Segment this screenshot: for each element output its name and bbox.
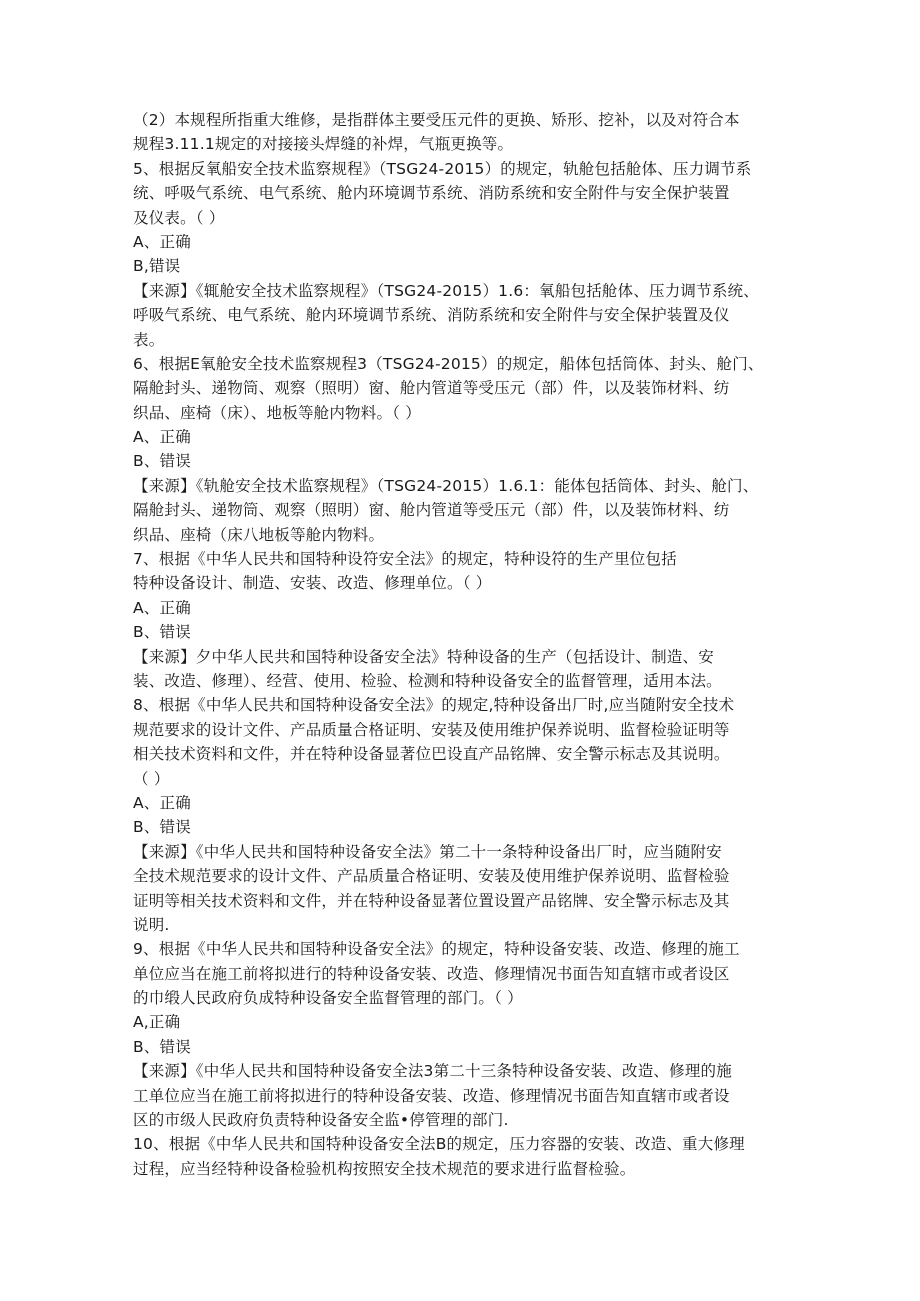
document-body	[133, 108, 798, 1181]
text-line: 相关技术资料和文件，并在特种设备显著位巴设直产品铭牌、安全警示标志及其说明。	[133, 745, 730, 764]
text-line: 织品、座椅（床八地板等舱内物料。	[133, 525, 385, 544]
text-line: 规范要求的设计文件、产品质量合格证明、安装及使用维护保养说明、监督检验证明等	[133, 720, 730, 739]
option-a: A、正确	[133, 428, 191, 447]
text-line: 装、改造、修理）、经营、使用、检验、检测和特种设备安全的监督管理，适用本法。	[133, 671, 722, 690]
text-line: 区的市级人民政府负责特种设备安全监•停管理的部门.	[133, 1111, 509, 1130]
text-line: 表。	[133, 330, 165, 349]
source-line: 【来源】《中华人民共和国特种设备安全法3第二十三条特种设备安装、改造、修理的施	[133, 1062, 732, 1081]
question-8-line: 8、根据《中华人民共和国特种设备安全法》的规定,特种设备出厂时,应当随附安全技术	[133, 696, 735, 715]
text-line: 呼吸气系统、电气系统、舱内环境调节系统、消防系统和安全附件与安全保护装置及仪	[133, 306, 730, 325]
source-line: 【来源】《轨舱安全技术监察规程》（TSG24-2015）1.6.1：能体包括筒体、封头、舱门、	[133, 476, 759, 495]
option-a: A、正确	[133, 598, 191, 617]
option-b: B、错误	[133, 1037, 191, 1056]
option-b: B,错误	[133, 257, 181, 276]
text-line: 过程，应当经特种设备检验机构按照安全技术规范的要求进行监督检验。	[133, 1159, 636, 1178]
option-b: B、错误	[133, 623, 191, 642]
question-7-line: 7、根据《中华人民共和国特种设符安全法》的规定，特种设符的生产里位包括	[133, 550, 677, 569]
question-9-line: 9、根据《中华人民共和国特种设备安全法》的规定，特种设备安装、改造、修理的施工	[133, 940, 740, 959]
text-line: 的巾缎人民政府负成特种设备安全监督管理的部门。（ ）	[133, 989, 523, 1008]
text-line: 规程3.11.1规定的对接接头焊缝的补焊，气瓶更换等。	[133, 135, 514, 154]
text-line: 特种设备设计、制造、安装、改造、修理单位。（ ）	[133, 574, 492, 593]
text-line: 证明等相关技术资料和文件，并在特种设备显著位置设置产品铭牌、安全警示标志及其	[133, 891, 730, 910]
text-line: 织品、座椅（床）、地板等舱内物料。（ ）	[133, 403, 421, 422]
text-line: 隔舱封头、递物筒、观察（照明）窗、舱内管道等受压元（部）件，以及装饰材料、纺	[133, 501, 730, 520]
source-line: 【来源】《辄舱安全技术监察规程》（TSG24-2015）1.6：氧船包括舱体、压力调节系统、	[133, 281, 759, 300]
text-line: 全技术规范要求的设计文件、产品质量合格证明、安装及使用维护保养说明、监督检验	[133, 867, 730, 886]
text-line: 统、呼吸气系统、电气系统、舱内环境调节系统、消防系统和安全附件与安全保护装置	[133, 184, 730, 203]
text-line: （ ）	[133, 769, 170, 788]
text-line: 隔舱封头、递物筒、观察（照明）窗、舱内管道等受压元（部）件，以及装饰材料、纺	[133, 379, 730, 398]
source-line: 【来源】《中华人民共和国特种设备安全法》第二十一条特种设备出厂时，应当随附安	[133, 842, 722, 861]
option-b: B、错误	[133, 818, 191, 837]
option-a: A,正确	[133, 1013, 181, 1032]
text-line: 单位应当在施工前将拟进行的特种设备安装、改造、修理情况书面告知直辖市或者设区	[133, 964, 730, 983]
option-a: A、正确	[133, 232, 191, 251]
text-line: 工单位应当在施工前将拟进行的特种设备安装、改造、修理情况书面告知直辖市或者设	[133, 1086, 730, 1105]
question-6-line: 6、根据E氧舱安全技术监察规程3（TSG24-2015）的规定，船体包括筒体、封头、舱门、	[133, 354, 764, 373]
option-b: B、错误	[133, 452, 191, 471]
text-line: 说明.	[133, 915, 170, 934]
text-line: 及仪表。（ ）	[133, 208, 225, 227]
question-5-line: 5、根据反氧船安全技术监察规程》（TSG24-2015）的规定，轨舱包括舱体、压力调节系	[133, 159, 752, 178]
question-10-line: 10、根据《中华人民共和国特种设备安全法B的规定，压力容器的安装、改造、重大修理	[133, 1135, 745, 1154]
option-a: A、正确	[133, 793, 191, 812]
source-line: 【来源】夕中华人民共和国特种设备安全法》特种设备的生产（包括设计、制造、安	[133, 647, 714, 666]
text-line: （2）本规程所指重大维修，是指群体主要受压元件的更换、矫形、挖补，以及对符合本	[133, 111, 740, 129]
